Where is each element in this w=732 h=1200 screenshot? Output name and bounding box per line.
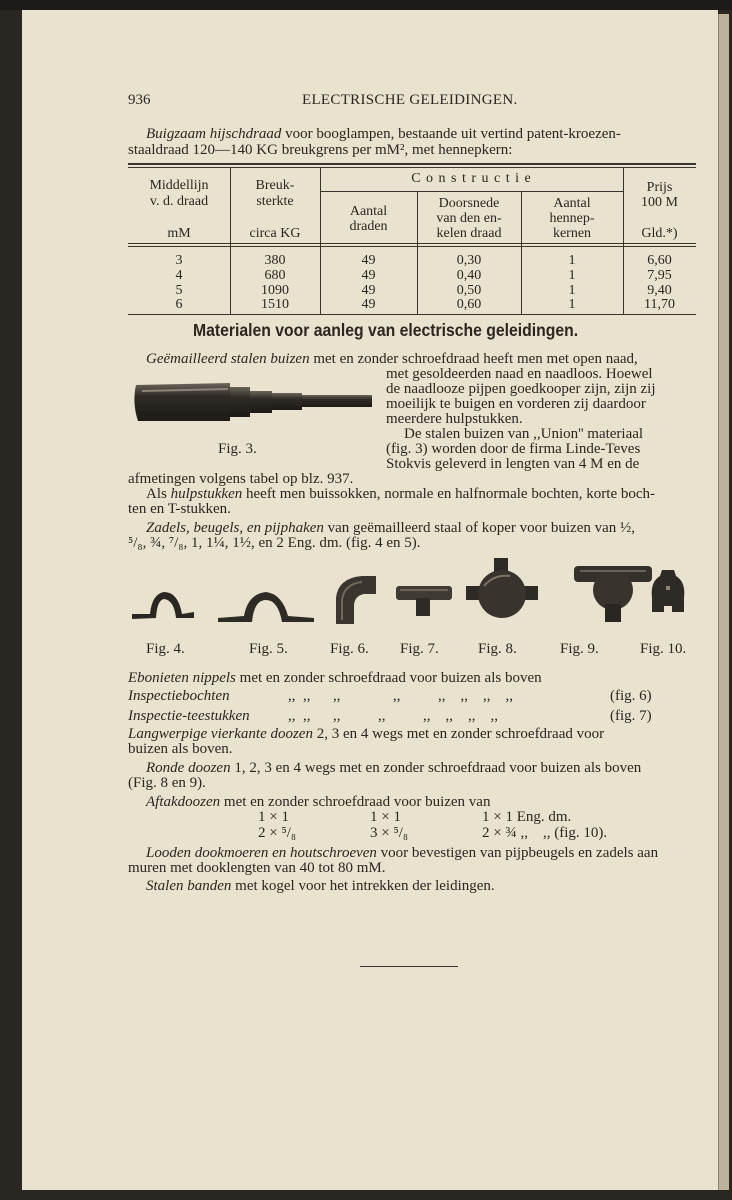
table-cell: 1 [568,253,576,268]
p1-line: meerdere hulpstukken. [386,411,523,427]
p1-last: afmetingen volgens tabel op blz. 937. [128,471,354,487]
section-title: Materialen voor aanleg van electrische geleidingen. [193,320,579,340]
intro-line-2: staaldraad 120—140 KG breukgrens per mM², met hennepkern: [128,142,513,158]
p3-italic: Zadels, beugels, en pijphaken [146,520,324,536]
header-rule [128,243,696,244]
p2-rest: heeft men buissokken, normale en halfnormale bochten, korte boch- [242,486,656,502]
p1-rest: met en zonder schroefdraad heeft men met open naad, [309,351,638,367]
list-italic: Looden dookmoeren en houtschroeven [146,845,377,861]
header-kelen: kelen draad [436,226,502,241]
list-line: buizen als boven. [128,741,233,757]
table-cell: 7,95 [647,268,672,283]
fig-ref: (fig. 7) [610,708,652,724]
list-line: (Fig. 8 en 9). [128,775,206,791]
dims-cell: 2 × ⁵/₈ [258,825,297,841]
header-doorsnede: Doorsnede [438,196,500,211]
header-aantal: Aantal [349,204,388,219]
table-cell: 1090 [261,283,289,298]
running-title: ELECTRISCHE GELEIDINGEN. [302,92,518,108]
fig-7-tee-image [394,580,454,618]
fig-9-caption: Fig. 9. [560,641,599,657]
list-rest: 2, 3 en 4 wegs met en zonder schroefdraad voor [312,726,605,742]
header-draden: draden [349,219,388,234]
ditto-marks: ,, ,, ,, ,, ,, ,, ,, ,, [288,688,513,704]
table-cell: 1 [568,297,576,312]
page-number: 936 [128,92,151,108]
header-van-den: van den en- [436,211,502,226]
fig-6-bend-image [332,572,380,626]
header-rule-2 [128,246,696,247]
intro-line-1 [146,126,621,143]
fig-4-saddle-image [130,586,198,622]
list-line-aftakdoozen [146,794,490,811]
p2-line-2: ten en T-stukken. [128,501,231,517]
list-italic: Ebonieten nippels [128,670,236,686]
table-bottom-rule [128,314,696,315]
fig-8-round-box-image [464,556,540,628]
p2-italic: hulpstukken [170,486,243,502]
page-edge [718,14,729,1190]
list-rest: met en zonder schroefdraad voor buizen van [220,794,491,810]
list-line-inspectiebochten [128,688,230,705]
header-gld: Gld.*) [641,226,678,241]
list-rest: met en zonder schroefdraad voor buizen als boven [235,670,542,686]
list-line: muren met dooklengten van 40 tot 80 mM. [128,860,386,876]
header-prijs: Prijs [646,180,673,195]
dims-cell: 3 × ⁵/₈ [370,825,409,841]
list-rest: met kogel voor het intrekken der leidingen. [231,878,495,894]
list-line-ebonieten [128,670,542,687]
fig-4-caption: Fig. 4. [146,641,185,657]
table-cell: 0,40 [456,268,482,283]
ditto-marks: ,, ,, ,, ,, ,, ,, ,, ,, [288,708,498,724]
pipe-illustration [132,377,376,427]
table-cell: 5 [175,283,183,298]
list-italic: Inspectie-teestukken [128,708,250,724]
p1-line: de naadlooze pijpen goedkooper zijn, zijn zij [386,381,656,397]
fig-5-caption: Fig. 5. [249,641,288,657]
table-top-rule [128,163,696,165]
table-cell: 49 [361,253,376,268]
p3-line-2: ⁵/₈, ¾, ⁷/₈, 1, 1¼, 1½, en 2 Eng. dm. (fig. 4 en 5). [128,535,421,551]
list-italic: Ronde doozen [146,760,231,776]
fig-5-saddle-image [216,588,316,624]
fig-ref: (fig. 6) [610,688,652,704]
header-circa: circa KG [249,226,301,241]
table-cell: 49 [361,297,376,312]
header-aantal-2: Aantal [553,196,591,211]
p2-pre: Als [146,486,171,502]
fig-10-caption: Fig. 10. [640,641,687,657]
table-top-rule-2 [128,167,696,168]
p1-line: Stokvis geleverd in lengten van 4 M en de [386,456,640,472]
dims-cell: 1 × 1 [370,809,401,825]
table-cell: 9,40 [647,283,672,298]
dims-cell: 2 × ¾ ,, ,, (fig. 10). [482,825,608,841]
list-italic: Langwerpige vierkante doozen [128,726,313,742]
header-kernen: kernen [552,226,592,241]
p3-rest: van geëmailleerd staal of koper voor buizen van ½, [323,520,636,536]
dims-cell: 1 × 1 [258,809,289,825]
end-rule [360,966,458,967]
p1-line: (fig. 3) worden door de firma Linde-Teves [386,441,641,457]
scan-border [0,0,732,10]
table-cell: 49 [361,268,376,283]
table-cell: 3 [175,253,183,268]
p1-italic: Geëmailleerd stalen buizen [146,351,310,367]
header-constructie: C o n s t r u c t i e [411,171,532,186]
header-100m: 100 M [641,195,678,210]
table-cell: 1 [568,268,576,283]
intro-italic: Buigzaam hijschdraad [146,126,282,142]
list-italic: Stalen banden [146,878,232,894]
list-italic: Inspectiebochten [128,688,230,704]
dims-cell: 1 × 1 Eng. dm. [482,809,572,825]
list-line-ronde [146,760,641,777]
list-line-stalen [146,878,495,895]
table-cell: 0,30 [456,253,482,268]
list-italic: Aftakdoozen [146,794,221,810]
table-cell: 11,70 [644,297,675,312]
p1-line: met gesoldeerden naad en naadloos. Hoewel [386,366,653,382]
p1-line: moeilijk te buigen en vorderen zij daardoor [386,396,646,412]
table-cell: 6 [175,297,183,312]
table-cell: 680 [264,268,286,283]
list-rest: 1, 2, 3 en 4 wegs met en zonder schroefdraad voor buizen als boven [230,760,642,776]
table-cell: 49 [361,283,376,298]
list-rest: voor bevestigen van pijpbeugels en zadels aan [376,845,659,861]
header-sterkte: sterkte [256,194,294,209]
table-cell: 0,50 [456,283,482,298]
table-cell: 380 [264,253,286,268]
fig-6-caption: Fig. 6. [330,641,369,657]
header-breuk: Breuk- [255,178,295,193]
list-line-teestukken [128,708,250,725]
header-mm: mM [167,226,191,241]
table-cell: 0,60 [456,297,482,312]
fig-7-caption: Fig. 7. [400,641,439,657]
table-cell: 6,60 [647,253,672,268]
table-cell: 1 [568,283,576,298]
fig-8-caption: Fig. 8. [478,641,517,657]
constructie-rule [320,191,623,192]
table-cell: 1510 [261,297,289,312]
p1-line: De stalen buizen van ,,Union'' materiaal [404,426,644,442]
header-hennep: hennep- [549,211,595,226]
header-middellijn: Middellijn [149,178,209,193]
intro-rest: voor booglampen, bestaande uit vertind patent-kroezen- [281,126,621,142]
fig-10-junction-box-image [648,568,688,614]
fig-9-round-box-image [572,562,654,624]
fig-3-caption: Fig. 3. [218,441,257,457]
header-vd-draad: v. d. draad [149,194,209,209]
table-cell: 4 [175,268,183,283]
